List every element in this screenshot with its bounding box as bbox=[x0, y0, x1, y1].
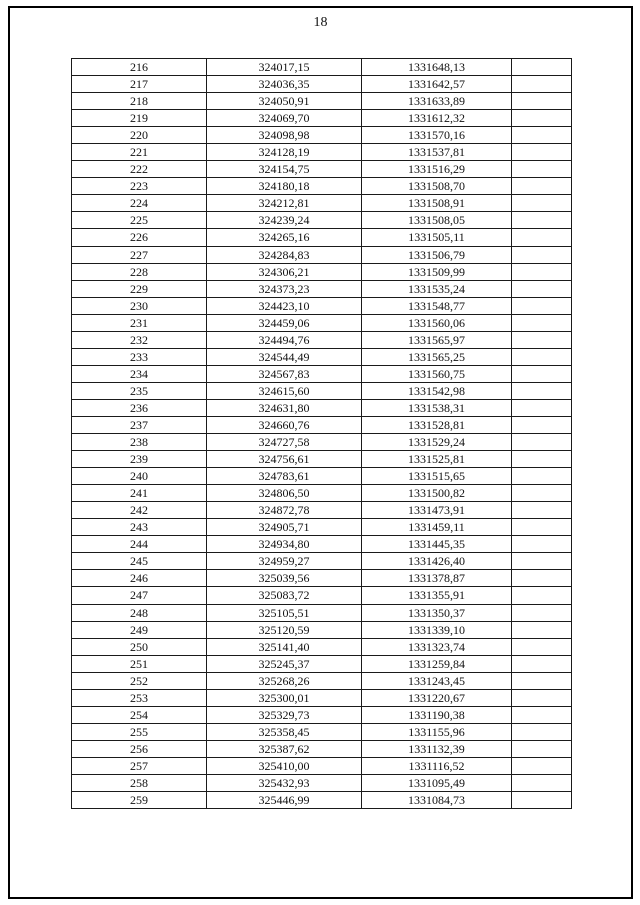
cell-index: 245 bbox=[72, 553, 207, 570]
cell-empty bbox=[512, 740, 572, 757]
cell-value-1: 324934,80 bbox=[207, 536, 362, 553]
table-row bbox=[72, 416, 572, 433]
cell-value-1: 325432,93 bbox=[207, 774, 362, 791]
cell-value-2: 1331565,97 bbox=[362, 331, 512, 348]
cell-empty bbox=[512, 297, 572, 314]
cell-value-2: 1331642,57 bbox=[362, 76, 512, 93]
cell-index: 218 bbox=[72, 93, 207, 110]
cell-empty bbox=[512, 59, 572, 76]
table-row bbox=[72, 280, 572, 297]
cell-value-2: 1331508,05 bbox=[362, 212, 512, 229]
cell-index: 243 bbox=[72, 519, 207, 536]
cell-value-2: 1331116,52 bbox=[362, 757, 512, 774]
cell-value-2: 1331426,40 bbox=[362, 553, 512, 570]
cell-value-1: 325446,99 bbox=[207, 792, 362, 809]
table-row bbox=[72, 468, 572, 485]
cell-index: 249 bbox=[72, 621, 207, 638]
cell-value-1: 324373,23 bbox=[207, 280, 362, 297]
cell-value-1: 324756,61 bbox=[207, 451, 362, 468]
cell-value-1: 324806,50 bbox=[207, 485, 362, 502]
cell-value-2: 1331633,89 bbox=[362, 93, 512, 110]
cell-empty bbox=[512, 212, 572, 229]
table-row bbox=[72, 127, 572, 144]
table-row bbox=[72, 536, 572, 553]
cell-value-2: 1331220,67 bbox=[362, 689, 512, 706]
table-row bbox=[72, 689, 572, 706]
cell-value-2: 1331535,24 bbox=[362, 280, 512, 297]
cell-value-2: 1331095,49 bbox=[362, 774, 512, 791]
cell-value-2: 1331378,87 bbox=[362, 570, 512, 587]
table-row bbox=[72, 246, 572, 263]
cell-empty bbox=[512, 416, 572, 433]
cell-empty bbox=[512, 485, 572, 502]
table-row bbox=[72, 502, 572, 519]
cell-index: 221 bbox=[72, 144, 207, 161]
cell-value-1: 324783,61 bbox=[207, 468, 362, 485]
cell-value-1: 324154,75 bbox=[207, 161, 362, 178]
table-row bbox=[72, 161, 572, 178]
cell-empty bbox=[512, 468, 572, 485]
cell-empty bbox=[512, 365, 572, 382]
table-row bbox=[72, 195, 572, 212]
cell-empty bbox=[512, 399, 572, 416]
cell-value-2: 1331459,11 bbox=[362, 519, 512, 536]
cell-value-1: 324265,16 bbox=[207, 229, 362, 246]
table-body bbox=[72, 59, 572, 809]
cell-value-2: 1331084,73 bbox=[362, 792, 512, 809]
cell-empty bbox=[512, 280, 572, 297]
cell-value-1: 324872,78 bbox=[207, 502, 362, 519]
cell-empty bbox=[512, 127, 572, 144]
cell-index: 216 bbox=[72, 59, 207, 76]
cell-value-1: 325329,73 bbox=[207, 706, 362, 723]
cell-empty bbox=[512, 570, 572, 587]
cell-value-2: 1331525,81 bbox=[362, 451, 512, 468]
cell-empty bbox=[512, 587, 572, 604]
cell-index: 231 bbox=[72, 314, 207, 331]
cell-value-2: 1331339,10 bbox=[362, 621, 512, 638]
cell-value-1: 325039,56 bbox=[207, 570, 362, 587]
cell-value-2: 1331548,77 bbox=[362, 297, 512, 314]
cell-value-2: 1331515,65 bbox=[362, 468, 512, 485]
cell-index: 230 bbox=[72, 297, 207, 314]
table-row bbox=[72, 76, 572, 93]
cell-index: 233 bbox=[72, 348, 207, 365]
cell-index: 259 bbox=[72, 792, 207, 809]
cell-value-1: 324905,71 bbox=[207, 519, 362, 536]
coordinate-table bbox=[71, 58, 572, 809]
cell-index: 254 bbox=[72, 706, 207, 723]
cell-value-2: 1331350,37 bbox=[362, 604, 512, 621]
cell-value-1: 325141,40 bbox=[207, 638, 362, 655]
page-number: 18 bbox=[313, 15, 328, 30]
cell-value-2: 1331648,13 bbox=[362, 59, 512, 76]
cell-value-2: 1331529,24 bbox=[362, 434, 512, 451]
cell-value-1: 324212,81 bbox=[207, 195, 362, 212]
cell-empty bbox=[512, 553, 572, 570]
table-row bbox=[72, 655, 572, 672]
table-row bbox=[72, 723, 572, 740]
cell-index: 236 bbox=[72, 399, 207, 416]
cell-value-2: 1331445,35 bbox=[362, 536, 512, 553]
cell-empty bbox=[512, 76, 572, 93]
cell-index: 219 bbox=[72, 110, 207, 127]
cell-index: 225 bbox=[72, 212, 207, 229]
cell-empty bbox=[512, 502, 572, 519]
table-row bbox=[72, 774, 572, 791]
cell-value-1: 324631,80 bbox=[207, 399, 362, 416]
cell-value-1: 324727,58 bbox=[207, 434, 362, 451]
cell-empty bbox=[512, 93, 572, 110]
cell-value-1: 325268,26 bbox=[207, 672, 362, 689]
cell-empty bbox=[512, 144, 572, 161]
cell-value-1: 325300,01 bbox=[207, 689, 362, 706]
cell-value-1: 324423,10 bbox=[207, 297, 362, 314]
cell-value-2: 1331560,75 bbox=[362, 365, 512, 382]
table-row bbox=[72, 93, 572, 110]
cell-value-1: 325245,37 bbox=[207, 655, 362, 672]
cell-index: 248 bbox=[72, 604, 207, 621]
cell-index: 237 bbox=[72, 416, 207, 433]
cell-index: 247 bbox=[72, 587, 207, 604]
cell-value-2: 1331506,79 bbox=[362, 246, 512, 263]
cell-index: 253 bbox=[72, 689, 207, 706]
table-row bbox=[72, 621, 572, 638]
cell-value-1: 324615,60 bbox=[207, 382, 362, 399]
table-row bbox=[72, 110, 572, 127]
table-row bbox=[72, 382, 572, 399]
cell-value-1: 324017,15 bbox=[207, 59, 362, 76]
cell-value-1: 324069,70 bbox=[207, 110, 362, 127]
cell-value-2: 1331500,82 bbox=[362, 485, 512, 502]
table-row bbox=[72, 314, 572, 331]
cell-value-2: 1331259,84 bbox=[362, 655, 512, 672]
table-row bbox=[72, 434, 572, 451]
cell-value-1: 324239,24 bbox=[207, 212, 362, 229]
cell-index: 234 bbox=[72, 365, 207, 382]
table-row bbox=[72, 553, 572, 570]
cell-value-2: 1331537,81 bbox=[362, 144, 512, 161]
cell-index: 240 bbox=[72, 468, 207, 485]
cell-value-2: 1331570,16 bbox=[362, 127, 512, 144]
cell-empty bbox=[512, 638, 572, 655]
cell-empty bbox=[512, 331, 572, 348]
cell-index: 227 bbox=[72, 246, 207, 263]
cell-value-2: 1331508,91 bbox=[362, 195, 512, 212]
cell-empty bbox=[512, 178, 572, 195]
cell-value-2: 1331516,29 bbox=[362, 161, 512, 178]
cell-index: 244 bbox=[72, 536, 207, 553]
table-row bbox=[72, 144, 572, 161]
table-row bbox=[72, 706, 572, 723]
cell-empty bbox=[512, 382, 572, 399]
cell-index: 228 bbox=[72, 263, 207, 280]
cell-index: 258 bbox=[72, 774, 207, 791]
cell-value-1: 324306,21 bbox=[207, 263, 362, 280]
cell-empty bbox=[512, 757, 572, 774]
cell-value-2: 1331560,06 bbox=[362, 314, 512, 331]
cell-index: 239 bbox=[72, 451, 207, 468]
cell-index: 217 bbox=[72, 76, 207, 93]
cell-value-2: 1331509,99 bbox=[362, 263, 512, 280]
cell-value-2: 1331190,38 bbox=[362, 706, 512, 723]
table-row bbox=[72, 519, 572, 536]
cell-index: 246 bbox=[72, 570, 207, 587]
table-row bbox=[72, 672, 572, 689]
cell-empty bbox=[512, 689, 572, 706]
page-border-frame bbox=[8, 6, 633, 899]
cell-value-1: 325410,00 bbox=[207, 757, 362, 774]
cell-index: 220 bbox=[72, 127, 207, 144]
cell-value-1: 324098,98 bbox=[207, 127, 362, 144]
cell-empty bbox=[512, 792, 572, 809]
table-row bbox=[72, 263, 572, 280]
table-row bbox=[72, 212, 572, 229]
cell-empty bbox=[512, 229, 572, 246]
cell-index: 226 bbox=[72, 229, 207, 246]
table-row bbox=[72, 365, 572, 382]
cell-empty bbox=[512, 195, 572, 212]
table-row bbox=[72, 229, 572, 246]
cell-empty bbox=[512, 348, 572, 365]
table-row bbox=[72, 485, 572, 502]
cell-empty bbox=[512, 161, 572, 178]
cell-value-2: 1331538,31 bbox=[362, 399, 512, 416]
cell-value-1: 324959,27 bbox=[207, 553, 362, 570]
cell-value-2: 1331323,74 bbox=[362, 638, 512, 655]
cell-value-2: 1331612,32 bbox=[362, 110, 512, 127]
cell-value-1: 324050,91 bbox=[207, 93, 362, 110]
cell-value-2: 1331355,91 bbox=[362, 587, 512, 604]
table-row bbox=[72, 570, 572, 587]
table-row bbox=[72, 587, 572, 604]
cell-value-2: 1331505,11 bbox=[362, 229, 512, 246]
cell-empty bbox=[512, 536, 572, 553]
cell-value-1: 324544,49 bbox=[207, 348, 362, 365]
cell-value-1: 325083,72 bbox=[207, 587, 362, 604]
cell-empty bbox=[512, 604, 572, 621]
cell-index: 255 bbox=[72, 723, 207, 740]
cell-index: 229 bbox=[72, 280, 207, 297]
cell-index: 251 bbox=[72, 655, 207, 672]
table-row bbox=[72, 451, 572, 468]
table-row bbox=[72, 399, 572, 416]
cell-value-2: 1331473,91 bbox=[362, 502, 512, 519]
cell-empty bbox=[512, 723, 572, 740]
table-row bbox=[72, 348, 572, 365]
cell-index: 232 bbox=[72, 331, 207, 348]
cell-value-1: 325120,59 bbox=[207, 621, 362, 638]
cell-index: 241 bbox=[72, 485, 207, 502]
cell-index: 242 bbox=[72, 502, 207, 519]
cell-index: 238 bbox=[72, 434, 207, 451]
cell-value-2: 1331542,98 bbox=[362, 382, 512, 399]
cell-value-1: 324180,18 bbox=[207, 178, 362, 195]
cell-value-2: 1331132,39 bbox=[362, 740, 512, 757]
cell-empty bbox=[512, 451, 572, 468]
table-row bbox=[72, 792, 572, 809]
cell-index: 235 bbox=[72, 382, 207, 399]
cell-value-2: 1331155,96 bbox=[362, 723, 512, 740]
cell-empty bbox=[512, 263, 572, 280]
cell-index: 224 bbox=[72, 195, 207, 212]
cell-value-1: 324128,19 bbox=[207, 144, 362, 161]
cell-index: 256 bbox=[72, 740, 207, 757]
cell-value-1: 324036,35 bbox=[207, 76, 362, 93]
cell-empty bbox=[512, 519, 572, 536]
table-row bbox=[72, 638, 572, 655]
table-row bbox=[72, 59, 572, 76]
table-row bbox=[72, 740, 572, 757]
cell-value-1: 325358,45 bbox=[207, 723, 362, 740]
cell-empty bbox=[512, 774, 572, 791]
cell-value-2: 1331243,45 bbox=[362, 672, 512, 689]
cell-value-1: 324284,83 bbox=[207, 246, 362, 263]
cell-empty bbox=[512, 621, 572, 638]
cell-index: 250 bbox=[72, 638, 207, 655]
cell-empty bbox=[512, 314, 572, 331]
cell-empty bbox=[512, 246, 572, 263]
table-row bbox=[72, 757, 572, 774]
table-row bbox=[72, 297, 572, 314]
cell-empty bbox=[512, 655, 572, 672]
cell-empty bbox=[512, 672, 572, 689]
cell-value-1: 324660,76 bbox=[207, 416, 362, 433]
cell-index: 257 bbox=[72, 757, 207, 774]
cell-value-1: 324567,83 bbox=[207, 365, 362, 382]
cell-index: 252 bbox=[72, 672, 207, 689]
cell-index: 222 bbox=[72, 161, 207, 178]
cell-value-2: 1331565,25 bbox=[362, 348, 512, 365]
table-row bbox=[72, 178, 572, 195]
cell-value-1: 325387,62 bbox=[207, 740, 362, 757]
cell-index: 223 bbox=[72, 178, 207, 195]
cell-empty bbox=[512, 110, 572, 127]
cell-value-2: 1331508,70 bbox=[362, 178, 512, 195]
cell-value-1: 325105,51 bbox=[207, 604, 362, 621]
cell-empty bbox=[512, 434, 572, 451]
cell-value-1: 324494,76 bbox=[207, 331, 362, 348]
cell-value-2: 1331528,81 bbox=[362, 416, 512, 433]
cell-empty bbox=[512, 706, 572, 723]
cell-value-1: 324459,06 bbox=[207, 314, 362, 331]
table-row bbox=[72, 604, 572, 621]
table-row bbox=[72, 331, 572, 348]
